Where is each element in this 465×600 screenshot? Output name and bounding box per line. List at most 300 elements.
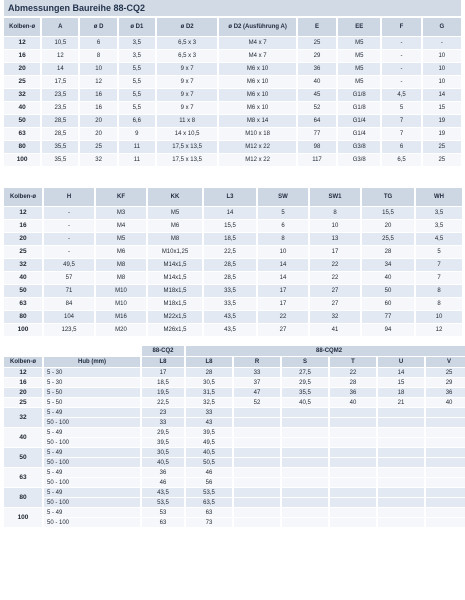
table-cell bbox=[426, 428, 465, 437]
table-row bbox=[4, 89, 461, 101]
table-row bbox=[4, 285, 462, 297]
table-cell bbox=[234, 518, 280, 527]
table-cell: 7 bbox=[416, 259, 462, 271]
column-header: WH bbox=[416, 188, 462, 206]
table-cell bbox=[378, 518, 424, 527]
table-cell bbox=[282, 418, 328, 427]
table-cell: 36 bbox=[426, 388, 465, 397]
table-cell bbox=[234, 478, 280, 487]
column-header: ø D1 bbox=[119, 18, 155, 36]
table-cell: M5 bbox=[338, 63, 380, 75]
table-cell bbox=[330, 498, 376, 507]
row-header-cell: 50 bbox=[4, 448, 42, 467]
row-header-cell: 100 bbox=[4, 508, 42, 527]
group-header-row bbox=[4, 346, 465, 356]
column-header: ø D2 (Ausführung A) bbox=[219, 18, 296, 36]
table-cell: - bbox=[44, 233, 94, 245]
table-cell: 19 bbox=[423, 115, 461, 127]
table-cell: 8 bbox=[258, 233, 308, 245]
table-cell: 17 bbox=[310, 246, 360, 258]
table-cell: 14 bbox=[258, 272, 308, 284]
table-cell: 32 bbox=[80, 154, 116, 166]
table-cell: - bbox=[44, 246, 94, 258]
table-cell bbox=[330, 448, 376, 457]
table-row bbox=[4, 154, 461, 166]
table-cell bbox=[282, 488, 328, 497]
table-cell: 94 bbox=[362, 324, 414, 336]
table-cell: 39,5 bbox=[186, 428, 232, 437]
table-cell: 28 bbox=[330, 378, 376, 387]
table-row bbox=[4, 398, 465, 407]
table-cell: G1/4 bbox=[338, 128, 380, 140]
column-header: Kolben-ø bbox=[4, 357, 42, 367]
table-row bbox=[4, 141, 461, 153]
table-cell bbox=[378, 458, 424, 467]
table-cell: 22 bbox=[310, 272, 360, 284]
table-cell: M3 bbox=[96, 207, 146, 219]
table-cell: - bbox=[44, 220, 94, 232]
table-cell: 46 bbox=[186, 468, 232, 477]
table-cell: 6 bbox=[258, 220, 308, 232]
table-cell: 30,5 bbox=[186, 378, 232, 387]
table-cell: G1/8 bbox=[338, 102, 380, 114]
table-cell: 5 - 50 bbox=[44, 388, 140, 397]
table-cell: 12 bbox=[42, 50, 78, 62]
table-cell bbox=[426, 498, 465, 507]
table-cell: 5 - 49 bbox=[44, 488, 140, 497]
table-row bbox=[4, 220, 462, 232]
table-cell: 12 bbox=[416, 324, 462, 336]
table-cell: 22 bbox=[258, 311, 308, 323]
table-header-row bbox=[4, 188, 462, 206]
table-cell: 5 - 30 bbox=[44, 378, 140, 387]
table-row bbox=[4, 233, 462, 245]
table-cell: 4,5 bbox=[382, 89, 420, 101]
table-cell: M6 bbox=[148, 220, 202, 232]
table-cell: 36 bbox=[298, 63, 336, 75]
column-header: G bbox=[423, 18, 461, 36]
table-cell: 23,5 bbox=[42, 102, 78, 114]
table-cell bbox=[330, 418, 376, 427]
row-header-cell: 20 bbox=[4, 233, 42, 245]
table-row bbox=[4, 128, 461, 140]
table-cell bbox=[330, 458, 376, 467]
table-cell: M4 x 7 bbox=[219, 37, 296, 49]
table-cell: 11 x 8 bbox=[157, 115, 217, 127]
row-header-cell: 63 bbox=[4, 298, 42, 310]
table-cell: 60 bbox=[362, 298, 414, 310]
table-cell: 5 - 49 bbox=[44, 408, 140, 417]
table-cell: 46 bbox=[142, 478, 184, 487]
table-cell: 25 bbox=[426, 368, 465, 377]
column-header: EE bbox=[338, 18, 380, 36]
table-cell: M5 bbox=[338, 50, 380, 62]
table-cell: 7 bbox=[382, 128, 420, 140]
table-row bbox=[4, 378, 465, 387]
table-cell: M6 x 10 bbox=[219, 76, 296, 88]
table-cell: 39,5 bbox=[142, 438, 184, 447]
table-cell: 3,5 bbox=[119, 50, 155, 62]
table-cell: 40,5 bbox=[186, 448, 232, 457]
table-cell: 34 bbox=[362, 259, 414, 271]
table-cell: 35,5 bbox=[282, 388, 328, 397]
table-cell: 10 bbox=[423, 50, 461, 62]
table-cell bbox=[282, 408, 328, 417]
table-cell bbox=[378, 488, 424, 497]
table-cell: 20 bbox=[362, 220, 414, 232]
table-cell: 8 bbox=[310, 207, 360, 219]
table-cell: 20 bbox=[80, 128, 116, 140]
table-cell: 5 bbox=[258, 207, 308, 219]
table-cell: 21 bbox=[378, 398, 424, 407]
table-cell: 50 bbox=[362, 285, 414, 297]
table-cell bbox=[426, 518, 465, 527]
row-header-cell: 100 bbox=[4, 154, 40, 166]
table-cell: 10 bbox=[423, 63, 461, 75]
column-header: KK bbox=[148, 188, 202, 206]
table-cell: 41 bbox=[310, 324, 360, 336]
table-cell: 98 bbox=[298, 141, 336, 153]
row-header-cell: 12 bbox=[4, 37, 40, 49]
table-cell: 29,5 bbox=[282, 378, 328, 387]
table-cell: 53,5 bbox=[186, 488, 232, 497]
table-cell bbox=[234, 428, 280, 437]
table-cell: 10 bbox=[80, 63, 116, 75]
table-cell: 40 bbox=[426, 398, 465, 407]
table-row bbox=[4, 76, 461, 88]
row-header-cell: 32 bbox=[4, 408, 42, 427]
row-header-cell: 63 bbox=[4, 468, 42, 487]
table-cell: M8 bbox=[96, 272, 146, 284]
table-cell: 17 bbox=[258, 285, 308, 297]
table-cell: 27,5 bbox=[282, 368, 328, 377]
table-cell: M6 x 10 bbox=[219, 102, 296, 114]
table-cell: 8 bbox=[416, 285, 462, 297]
table-cell bbox=[234, 438, 280, 447]
row-header-cell: 63 bbox=[4, 128, 40, 140]
table-cell: 5 - 50 bbox=[44, 398, 140, 407]
column-header: V bbox=[426, 357, 465, 367]
table-cell: 63,5 bbox=[186, 498, 232, 507]
table-row bbox=[4, 63, 461, 75]
row-header-cell: 50 bbox=[4, 115, 40, 127]
table-cell: 29 bbox=[426, 378, 465, 387]
column-header: Hub (mm) bbox=[44, 357, 140, 367]
column-header: SW bbox=[258, 188, 308, 206]
table-row bbox=[4, 259, 462, 271]
table-cell bbox=[282, 468, 328, 477]
table-cell bbox=[378, 498, 424, 507]
table-cell: 10,5 bbox=[42, 37, 78, 49]
table-cell: M16 bbox=[96, 311, 146, 323]
table-cell: 52 bbox=[298, 102, 336, 114]
table-cell: 45 bbox=[298, 89, 336, 101]
table-cell: 12 bbox=[80, 76, 116, 88]
table-cell bbox=[426, 508, 465, 517]
table-cell bbox=[234, 408, 280, 417]
dimensions-table-1 bbox=[2, 17, 463, 167]
table-cell: G1/8 bbox=[338, 89, 380, 101]
column-header: ø D bbox=[80, 18, 116, 36]
table-cell: M5 bbox=[338, 76, 380, 88]
table-cell: 28,5 bbox=[42, 128, 78, 140]
group-header-cq2: 88-CQ2 bbox=[142, 346, 184, 356]
table-cell: M10 x 18 bbox=[219, 128, 296, 140]
table-cell: M18x1,5 bbox=[148, 298, 202, 310]
table-cell: 37 bbox=[234, 378, 280, 387]
table-cell: 28,5 bbox=[204, 259, 256, 271]
row-header-cell: 16 bbox=[4, 220, 42, 232]
table-cell: 15,5 bbox=[204, 220, 256, 232]
table-cell: 9 x 7 bbox=[157, 102, 217, 114]
row-header-cell: 12 bbox=[4, 207, 42, 219]
row-header-cell: 32 bbox=[4, 259, 42, 271]
row-header-cell: 16 bbox=[4, 378, 42, 387]
table-cell: 14 bbox=[258, 259, 308, 271]
table-cell bbox=[426, 468, 465, 477]
table-row bbox=[4, 37, 461, 49]
table-cell: M12 x 22 bbox=[219, 154, 296, 166]
column-header: A bbox=[42, 18, 78, 36]
table-row bbox=[4, 368, 465, 377]
table-cell: 31,5 bbox=[186, 388, 232, 397]
table-cell: M8 x 14 bbox=[219, 115, 296, 127]
table-cell: M10 bbox=[96, 285, 146, 297]
table-cell: 11 bbox=[119, 141, 155, 153]
table-row bbox=[4, 428, 465, 437]
column-header: TG bbox=[362, 188, 414, 206]
table-cell: 43,5 bbox=[204, 324, 256, 336]
column-header: Kolben-ø bbox=[4, 188, 42, 206]
table-cell: 15 bbox=[423, 102, 461, 114]
table-cell: 6 bbox=[382, 141, 420, 153]
row-header-cell: 25 bbox=[4, 398, 42, 407]
table-cell bbox=[378, 478, 424, 487]
table-cell: 27 bbox=[310, 285, 360, 297]
table-cell: M6 bbox=[96, 246, 146, 258]
table-row bbox=[4, 207, 462, 219]
table-cell: 28 bbox=[362, 246, 414, 258]
table-cell: 3,5 bbox=[119, 37, 155, 49]
table-cell: 6,5 bbox=[382, 154, 420, 166]
table-cell: M14x1,5 bbox=[148, 259, 202, 271]
table-cell: 25 bbox=[80, 141, 116, 153]
table-cell: 18,5 bbox=[204, 233, 256, 245]
table-cell: - bbox=[382, 50, 420, 62]
table-cell: 9 x 7 bbox=[157, 76, 217, 88]
row-header-cell: 40 bbox=[4, 272, 42, 284]
table-cell: 19 bbox=[423, 128, 461, 140]
table-cell: 50,5 bbox=[186, 458, 232, 467]
table-cell bbox=[282, 478, 328, 487]
table-cell: 14 bbox=[378, 368, 424, 377]
table-cell: 22 bbox=[310, 259, 360, 271]
table-cell: M20 bbox=[96, 324, 146, 336]
table-cell: G1/4 bbox=[338, 115, 380, 127]
table-cell: 29,5 bbox=[142, 428, 184, 437]
table-cell: 77 bbox=[298, 128, 336, 140]
table-cell bbox=[378, 508, 424, 517]
table-cell: 5,5 bbox=[119, 63, 155, 75]
table-cell bbox=[234, 458, 280, 467]
table-cell: 49,5 bbox=[44, 259, 94, 271]
table-cell: 28,5 bbox=[204, 272, 256, 284]
table-cell bbox=[330, 468, 376, 477]
row-header-cell: 20 bbox=[4, 388, 42, 397]
table-cell: - bbox=[423, 37, 461, 49]
table-cell bbox=[426, 488, 465, 497]
table-cell: 8 bbox=[416, 298, 462, 310]
table-cell: 63 bbox=[142, 518, 184, 527]
table-cell bbox=[282, 458, 328, 467]
table-cell: 25,5 bbox=[362, 233, 414, 245]
table-cell: 57 bbox=[44, 272, 94, 284]
table-cell: 5 bbox=[382, 102, 420, 114]
table-header-row bbox=[4, 357, 465, 367]
row-header-cell: 20 bbox=[4, 63, 40, 75]
table-cell: 73 bbox=[186, 518, 232, 527]
table-cell: 27 bbox=[258, 324, 308, 336]
table-cell: 71 bbox=[44, 285, 94, 297]
table-cell: 9 x 7 bbox=[157, 89, 217, 101]
table-cell: 23 bbox=[142, 408, 184, 417]
table-cell: 23,5 bbox=[42, 89, 78, 101]
table-cell: - bbox=[44, 207, 94, 219]
table-cell: 104 bbox=[44, 311, 94, 323]
table-cell: 53,5 bbox=[142, 498, 184, 507]
row-header-cell: 40 bbox=[4, 102, 40, 114]
table-cell: - bbox=[382, 37, 420, 49]
table-cell: 7 bbox=[382, 115, 420, 127]
table-cell: M6 x 10 bbox=[219, 89, 296, 101]
table-cell: 64 bbox=[298, 115, 336, 127]
table-cell: 10 bbox=[310, 220, 360, 232]
table-cell: M14x1,5 bbox=[148, 272, 202, 284]
table-row bbox=[4, 438, 465, 447]
table-cell bbox=[330, 438, 376, 447]
table-cell: 20 bbox=[80, 115, 116, 127]
table-cell bbox=[234, 418, 280, 427]
row-header-cell: 25 bbox=[4, 246, 42, 258]
row-header-cell: 25 bbox=[4, 76, 40, 88]
table-row bbox=[4, 508, 465, 517]
column-header: F bbox=[382, 18, 420, 36]
table-cell: 17,5 x 13,5 bbox=[157, 154, 217, 166]
table-cell bbox=[282, 498, 328, 507]
table-cell: 40,5 bbox=[282, 398, 328, 407]
table-cell: 17,5 bbox=[42, 76, 78, 88]
table-cell: 13 bbox=[310, 233, 360, 245]
table-cell: 5,5 bbox=[119, 76, 155, 88]
table-cell: M26x1,5 bbox=[148, 324, 202, 336]
table-cell: 123,5 bbox=[44, 324, 94, 336]
table-row bbox=[4, 246, 462, 258]
table-cell: M10 bbox=[96, 298, 146, 310]
row-header-cell: 32 bbox=[4, 89, 40, 101]
table-cell: 22,5 bbox=[142, 398, 184, 407]
table-cell: G3/8 bbox=[338, 154, 380, 166]
table-cell: 56 bbox=[186, 478, 232, 487]
table-cell: 77 bbox=[362, 311, 414, 323]
row-header-cell: 100 bbox=[4, 324, 42, 336]
table-row bbox=[4, 50, 461, 62]
table-cell: 35,5 bbox=[42, 141, 78, 153]
table-cell bbox=[378, 428, 424, 437]
table-cell: 40,5 bbox=[142, 458, 184, 467]
table-row bbox=[4, 518, 465, 527]
table-cell: M4 x 7 bbox=[219, 50, 296, 62]
table-row bbox=[4, 102, 461, 114]
table-cell: 43,5 bbox=[204, 311, 256, 323]
table-cell: M8 bbox=[96, 259, 146, 271]
table-cell: 15,5 bbox=[362, 207, 414, 219]
table-cell: 5 bbox=[416, 246, 462, 258]
column-header: ø D2 bbox=[157, 18, 217, 36]
column-header: L8 bbox=[186, 357, 232, 367]
table-cell bbox=[330, 428, 376, 437]
table-cell: 6,5 x 3 bbox=[157, 50, 217, 62]
row-header-cell: 12 bbox=[4, 368, 42, 377]
table-cell: M4 bbox=[96, 220, 146, 232]
table-cell: 14 x 10,5 bbox=[157, 128, 217, 140]
table-cell: M12 x 22 bbox=[219, 141, 296, 153]
table-row bbox=[4, 418, 465, 427]
table-cell bbox=[282, 428, 328, 437]
table-cell: 28,5 bbox=[42, 115, 78, 127]
table-cell: 28 bbox=[186, 368, 232, 377]
table-cell: 25 bbox=[423, 141, 461, 153]
table-cell: 30,5 bbox=[142, 448, 184, 457]
table-cell bbox=[330, 488, 376, 497]
table-cell: 50 - 100 bbox=[44, 418, 140, 427]
table-cell: 33 bbox=[234, 368, 280, 377]
table-cell: 50 - 100 bbox=[44, 518, 140, 527]
table-cell: 22 bbox=[330, 368, 376, 377]
table-cell: 17,5 x 13,5 bbox=[157, 141, 217, 153]
table-cell: 43 bbox=[186, 418, 232, 427]
table-cell bbox=[378, 418, 424, 427]
table-row bbox=[4, 478, 465, 487]
table-cell: 40 bbox=[362, 272, 414, 284]
table-cell: M5 bbox=[338, 37, 380, 49]
table-cell: 6 bbox=[80, 37, 116, 49]
table-cell bbox=[330, 408, 376, 417]
table-cell bbox=[426, 408, 465, 417]
table-cell: 50 - 100 bbox=[44, 498, 140, 507]
dimensions-table-3 bbox=[2, 345, 465, 528]
table-cell: 50 - 100 bbox=[44, 458, 140, 467]
table-row bbox=[4, 298, 462, 310]
column-header: KF bbox=[96, 188, 146, 206]
table-cell: 25 bbox=[423, 154, 461, 166]
table-cell bbox=[330, 478, 376, 487]
table-cell bbox=[330, 518, 376, 527]
table-cell: 11 bbox=[119, 154, 155, 166]
column-header: L8 bbox=[142, 357, 184, 367]
table-cell bbox=[426, 448, 465, 457]
table-cell: 10 bbox=[258, 246, 308, 258]
table-cell bbox=[378, 448, 424, 457]
table-cell: 29 bbox=[298, 50, 336, 62]
table-row bbox=[4, 324, 462, 336]
table-cell: 5,5 bbox=[119, 102, 155, 114]
table-cell: 49,5 bbox=[186, 438, 232, 447]
table-cell bbox=[426, 458, 465, 467]
table-cell bbox=[282, 448, 328, 457]
table-cell: 9 x 7 bbox=[157, 63, 217, 75]
table-cell: 33 bbox=[186, 408, 232, 417]
table-cell: M22x1,5 bbox=[148, 311, 202, 323]
